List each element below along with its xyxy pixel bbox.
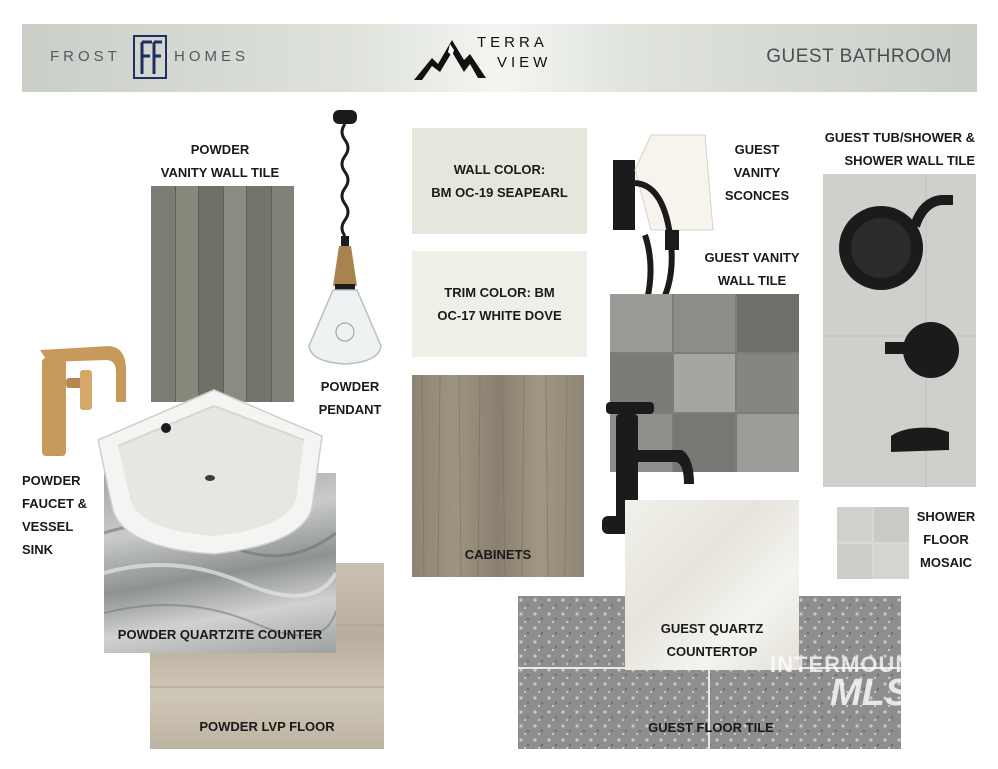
shower-wall-tile-swatch [823, 174, 976, 487]
header-banner [22, 24, 977, 92]
cabinets-swatch [412, 375, 584, 577]
vessel-sink-icon [90, 388, 330, 558]
wall-color-swatch: WALL COLOR: BM OC-19 SEAPEARL [412, 128, 587, 234]
pendant-light-icon [305, 108, 385, 368]
shower-floor-mosaic-swatch [837, 507, 909, 579]
logo-view: VIEW [497, 54, 552, 71]
guest-vanity-wall-tile-label: GUEST VANITY WALL TILE [704, 250, 800, 288]
brand-homes: HOMES [174, 48, 250, 65]
guest-floor-tile-label: GUEST FLOOR TILE [648, 720, 774, 735]
powder-wall-tile-label: POWDER VANITY WALL TILE [160, 142, 280, 180]
watermark-mls: MLS [830, 672, 911, 714]
page-title: GUEST BATHROOM [766, 46, 952, 67]
powder-pendant-label: POWDER PENDANT [318, 379, 382, 417]
cabinets-label: CABINETS [464, 547, 532, 562]
logo-terra: TERRA [477, 34, 548, 51]
shower-floor-mosaic-label: SHOWER FLOOR MOSAIC [916, 509, 976, 570]
frost-homes-monogram-icon [132, 34, 168, 80]
guest-quartz-swatch [625, 500, 799, 670]
trim-color-swatch: TRIM COLOR: BM OC-17 WHITE DOVE [412, 251, 587, 357]
powder-wall-tile-swatch [151, 186, 294, 402]
powder-quartzite-label: POWDER QUARTZITE COUNTER [117, 627, 323, 642]
powder-faucet-sink-label: POWDER FAUCET & VESSEL SINK [22, 473, 87, 557]
watermark-text: INTERMOUNTAIN [770, 652, 966, 677]
guest-tub-shower-label: GUEST TUB/SHOWER & SHOWER WALL TILE [824, 130, 975, 168]
powder-lvp-floor-label: POWDER LVP FLOOR [199, 719, 335, 734]
brand-frost: FROST [50, 48, 121, 65]
shower-fixtures-icon [833, 180, 963, 480]
guest-quartz-label: GUEST QUARTZ COUNTERTOP [660, 621, 764, 659]
guest-sconces-label: GUEST VANITY SCONCES [724, 142, 790, 203]
